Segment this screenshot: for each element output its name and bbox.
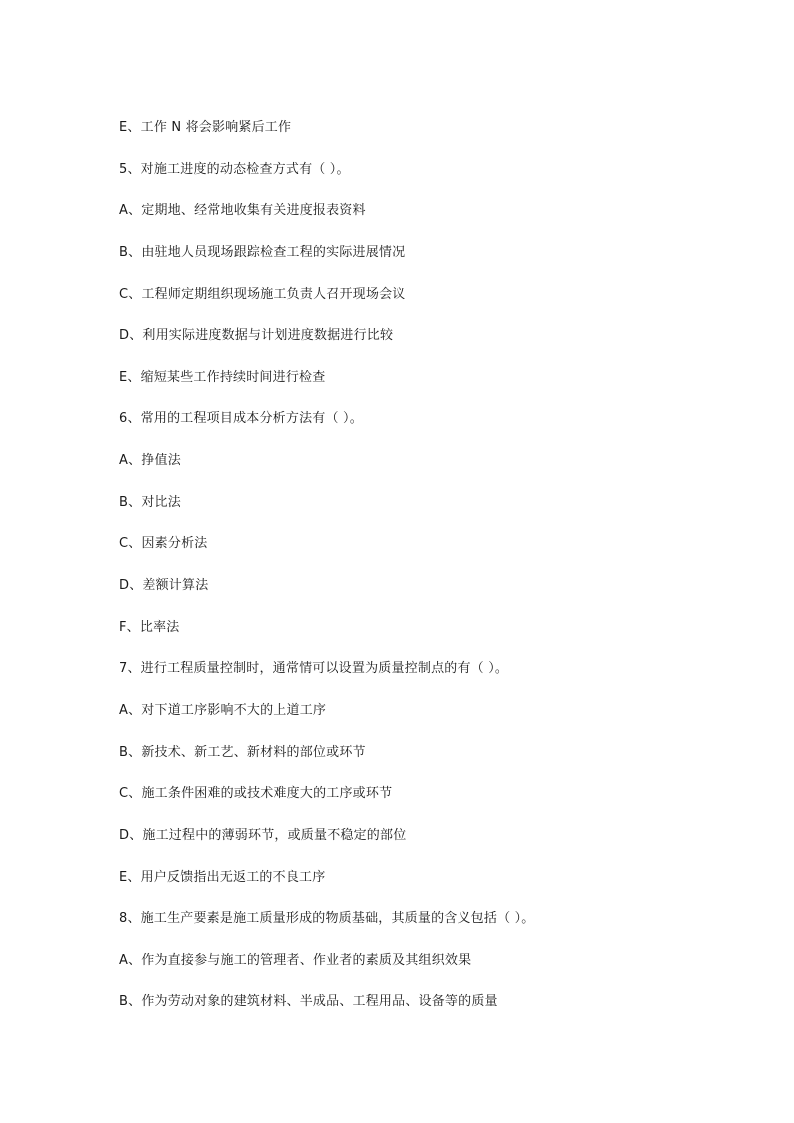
option-e-text: E、工作 N 将会影响紧后工作 bbox=[119, 120, 292, 135]
option-b-text: B、新技术、新工艺、新材料的部位或环节 bbox=[119, 744, 366, 760]
question-5-text: 5、对施工进度的动态检查方式有（ ）。 bbox=[119, 161, 350, 177]
option-c-text: C、工程师定期组织现场施工负责人召开现场会议 bbox=[119, 286, 406, 302]
option-c-text: C、因素分析法 bbox=[119, 536, 208, 552]
option-d-text: D、差额计算法 bbox=[119, 578, 209, 594]
option-a-text: A、挣值法 bbox=[119, 453, 181, 469]
option-a-text: A、定期地、经常地收集有关进度报表资料 bbox=[119, 203, 366, 219]
option-b-text: B、作为劳动对象的建筑材料、半成品、工程用品、设备等的质量 bbox=[119, 994, 498, 1010]
option-a-text: A、对下道工序影响不大的上道工序 bbox=[119, 702, 327, 718]
question-6-text: 6、常用的工程项目成本分析方法有（ ）。 bbox=[119, 411, 363, 427]
option-c-text: C、施工条件困难的或技术难度大的工序或环节 bbox=[119, 786, 393, 802]
option-f-text: F、比率法 bbox=[119, 619, 180, 635]
option-d-text: D、施工过程中的薄弱环节，或质量不稳定的部位 bbox=[119, 827, 407, 843]
option-a-text: A、作为直接参与施工的管理者、作业者的素质及其组织效果 bbox=[119, 952, 472, 968]
option-e-text: E、用户反馈指出无返工的不良工序 bbox=[119, 869, 326, 885]
option-e-text: E、缩短某些工作持续时间进行检查 bbox=[119, 369, 326, 385]
question-8-text: 8、施工生产要素是施工质量形成的物质基础，其质量的含义包括（ ）。 bbox=[119, 911, 535, 927]
option-b-text: B、由驻地人员现场跟踪检查工程的实际进展情况 bbox=[119, 244, 406, 260]
question-list bbox=[119, 118, 719, 1034]
option-b-text: B、对比法 bbox=[119, 494, 181, 510]
option-d-text: D、利用实际进度数据与计划进度数据进行比较 bbox=[119, 328, 394, 344]
question-7-text: 7、进行工程质量控制时，通常情可以设置为质量控制点的有（ ）。 bbox=[119, 661, 509, 677]
